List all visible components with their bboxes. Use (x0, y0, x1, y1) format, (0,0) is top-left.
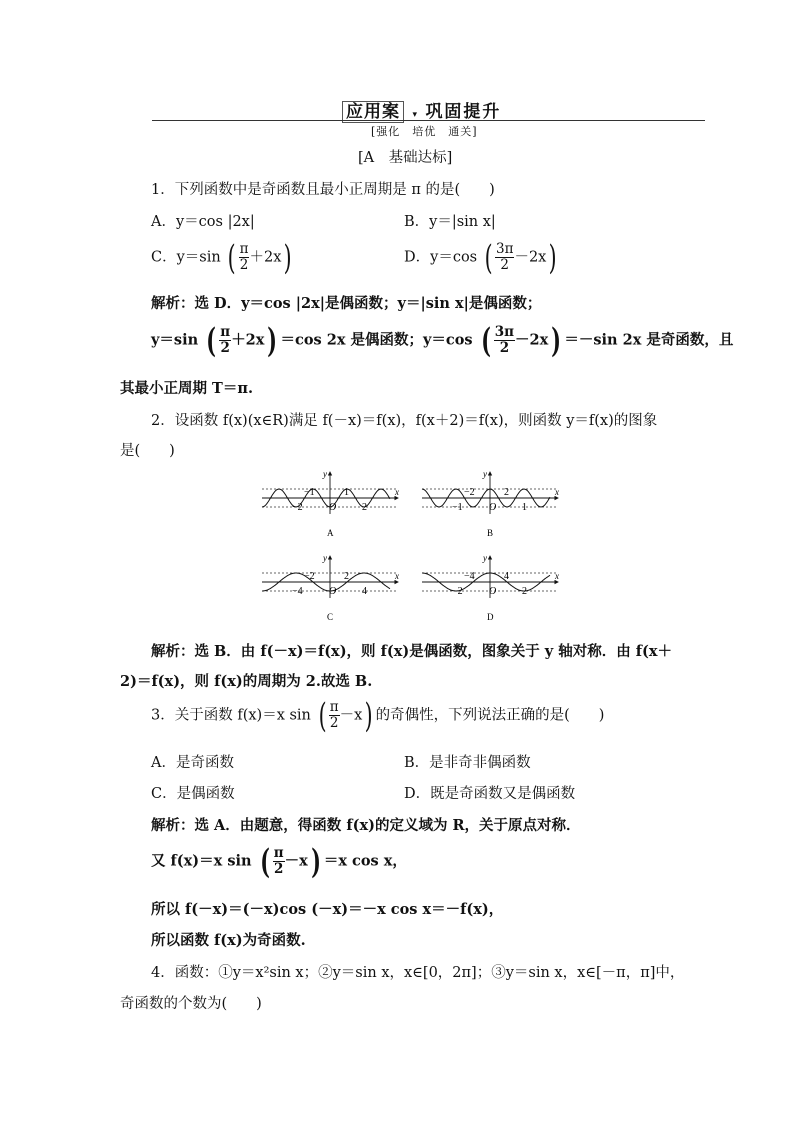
q2-solution-1: 解析：选 B．由 f(－x)＝f(x)，则 f(x)是偶函数，图象关于 y 轴对称．由 f(x＋ (151, 643, 673, 660)
header (342, 97, 501, 122)
axis-x-label: x (395, 487, 399, 497)
header-subtitle: [强化 培优 通关] (371, 125, 478, 138)
graph-C (262, 553, 399, 622)
frac (495, 242, 514, 273)
tick-label-top: −1 (304, 487, 315, 498)
axis-y-label: y (483, 553, 487, 563)
tick-label-bottom: 2 (522, 586, 527, 597)
tick-label-bottom: O (329, 586, 337, 597)
q3-solution-1: 解析：选 A．由题意，得函数 f(x)的定义域为 R，关于原点对称． (151, 817, 581, 834)
graph-D (422, 553, 559, 622)
q3-stem-pre: 3．关于函数 f(x)＝x sin (151, 707, 311, 724)
paren-left: ( (259, 841, 270, 882)
tick-label-bottom: 2 (362, 502, 367, 513)
q1-option-c (151, 237, 295, 278)
header-rule (152, 120, 705, 121)
q4-stem-2: 奇函数的个数为( ) (120, 996, 262, 1012)
paren-right: ) (551, 320, 562, 361)
graph-option-label: C (327, 612, 334, 622)
q2-graphs (250, 462, 570, 632)
tick-label-bottom: −2 (452, 586, 463, 597)
frac-num: π (220, 324, 231, 340)
q3-solution-4: 所以函数 f(x)为奇函数. (151, 932, 306, 949)
axis-y-label: y (483, 469, 487, 479)
axis-y-label: y (323, 553, 327, 563)
header-box: 应用案 (342, 101, 404, 123)
frac (329, 700, 340, 731)
section-title: [A 基础达标] (358, 150, 453, 166)
q1-option-c-pre: C．y＝sin (151, 249, 221, 266)
axis-x-label: x (555, 571, 559, 581)
q3-stem-mid: －x (339, 707, 363, 724)
tick-label-top: 2 (504, 487, 509, 498)
paren-right: ) (310, 841, 321, 882)
header-title: 巩固提升 (425, 102, 502, 122)
axis-x-label: x (395, 571, 399, 581)
frac-den: 2 (273, 861, 284, 877)
graph-B (422, 469, 559, 538)
frac-den: 2 (220, 340, 230, 356)
graph-option-label: A (327, 528, 334, 538)
q1-solution-3: 其最小正周期 T＝π. (120, 380, 253, 397)
q2-stem-2: 是( ) (120, 443, 175, 459)
frac-den: 2 (500, 257, 510, 273)
q1-option-c-post: ＋2x (249, 249, 282, 266)
paren-right: ) (267, 320, 278, 361)
frac-num: 3π (495, 241, 514, 257)
q1-option-d-pre: D．y＝cos (404, 249, 478, 266)
q1-solution-1: 解析：选 D．y＝cos |2x|是偶函数；y＝|sin x|是偶函数； (151, 295, 542, 312)
frac (239, 242, 250, 273)
frac (494, 325, 515, 356)
paren-right: ) (549, 237, 557, 278)
frac-num: 3π (494, 324, 515, 340)
sol2-e: ＝－sin 2x 是奇函数，且 (564, 331, 734, 349)
q1-option-b: B．y＝|sin x| (404, 214, 496, 230)
tick-label-bottom: 1 (522, 502, 527, 513)
frac-den: 2 (499, 340, 510, 356)
paren-right: ) (364, 695, 373, 736)
graph-A (262, 469, 399, 538)
tick-label-top: 2 (344, 571, 349, 582)
paren-left: ( (227, 237, 236, 278)
paren-left: ( (206, 320, 217, 361)
sol2-d: －2x (515, 331, 549, 349)
tick-label-top: −2 (464, 487, 475, 498)
sol2-b: ＋2x (231, 331, 265, 349)
q4-stem-1: 4．函数：①y＝x²sin x；②y＝sin x，x∈[0，2π]；③y＝sin x，x∈[－π，π]中， (151, 965, 685, 981)
graph-option-label: D (487, 612, 494, 622)
frac (219, 325, 231, 356)
tick-label-bottom: O (489, 586, 497, 597)
tick-label-bottom: O (329, 502, 337, 513)
q1-option-a: A．y＝cos |2x| (151, 214, 255, 230)
axis-y-label: y (323, 469, 327, 479)
q1-option-d (404, 237, 560, 278)
q3-sol2-mid: －x (284, 852, 308, 870)
q3-sol2-pre: 又 f(x)＝x sin (151, 852, 252, 870)
q1-solution-2 (151, 320, 734, 361)
q3-option-c: C．是偶函数 (151, 786, 235, 802)
q3-option-d: D．既是奇函数又是偶函数 (404, 786, 576, 802)
tick-label-top: −2 (304, 571, 315, 582)
q3-stem-post: 的奇偶性，下列说法正确的是( ) (375, 707, 605, 724)
q3-solution-2 (151, 841, 407, 882)
q1-stem: 1．下列函数中是奇函数且最小正周期是 π 的是( ) (151, 182, 495, 198)
sol2-a: y＝sin (151, 331, 199, 349)
header-arrow-icon: ▾ (412, 110, 417, 120)
sol2-c: ＝cos 2x 是偶函数；y＝cos (280, 331, 473, 349)
graph-option-label: B (487, 528, 494, 538)
tick-label-bottom: −1 (452, 502, 463, 513)
frac-den: 2 (329, 715, 339, 731)
frac-den: 2 (239, 257, 249, 273)
q3-option-a: A．是奇函数 (151, 755, 234, 771)
paren-left: ( (318, 695, 327, 736)
tick-label-bottom: −4 (292, 586, 303, 597)
frac-num: π (329, 699, 339, 715)
frac (273, 846, 285, 877)
paren-left: ( (484, 237, 493, 278)
tick-label-top: 1 (344, 487, 349, 498)
tick-label-bottom: 4 (362, 586, 367, 597)
q1-option-d-post: －2x (514, 249, 547, 266)
frac-num: π (239, 241, 249, 257)
paren-right: ) (284, 237, 292, 278)
tick-label-top: −4 (464, 571, 475, 582)
frac-num: π (273, 845, 284, 861)
q3-stem (151, 695, 605, 736)
axis-x-label: x (555, 487, 559, 497)
q3-option-b: B．是非奇非偶函数 (404, 755, 531, 771)
tick-label-bottom: −2 (292, 502, 303, 513)
q2-stem-1: 2．设函数 f(x)(x∈R)满足 f(－x)＝f(x)，f(x＋2)＝f(x)，则函数 y＝f(x)的图象 (151, 413, 658, 429)
q3-sol2-post: ＝x cos x， (323, 852, 407, 870)
q3-solution-3: 所以 f(－x)＝(－x)cos (－x)＝－x cos x＝－f(x)， (151, 901, 504, 918)
tick-label-top: 4 (504, 571, 509, 582)
paren-left: ( (480, 320, 491, 361)
tick-label-bottom: O (489, 502, 497, 513)
q2-solution-2: 2)＝f(x)，则 f(x)的周期为 2.故选 B. (120, 673, 373, 690)
